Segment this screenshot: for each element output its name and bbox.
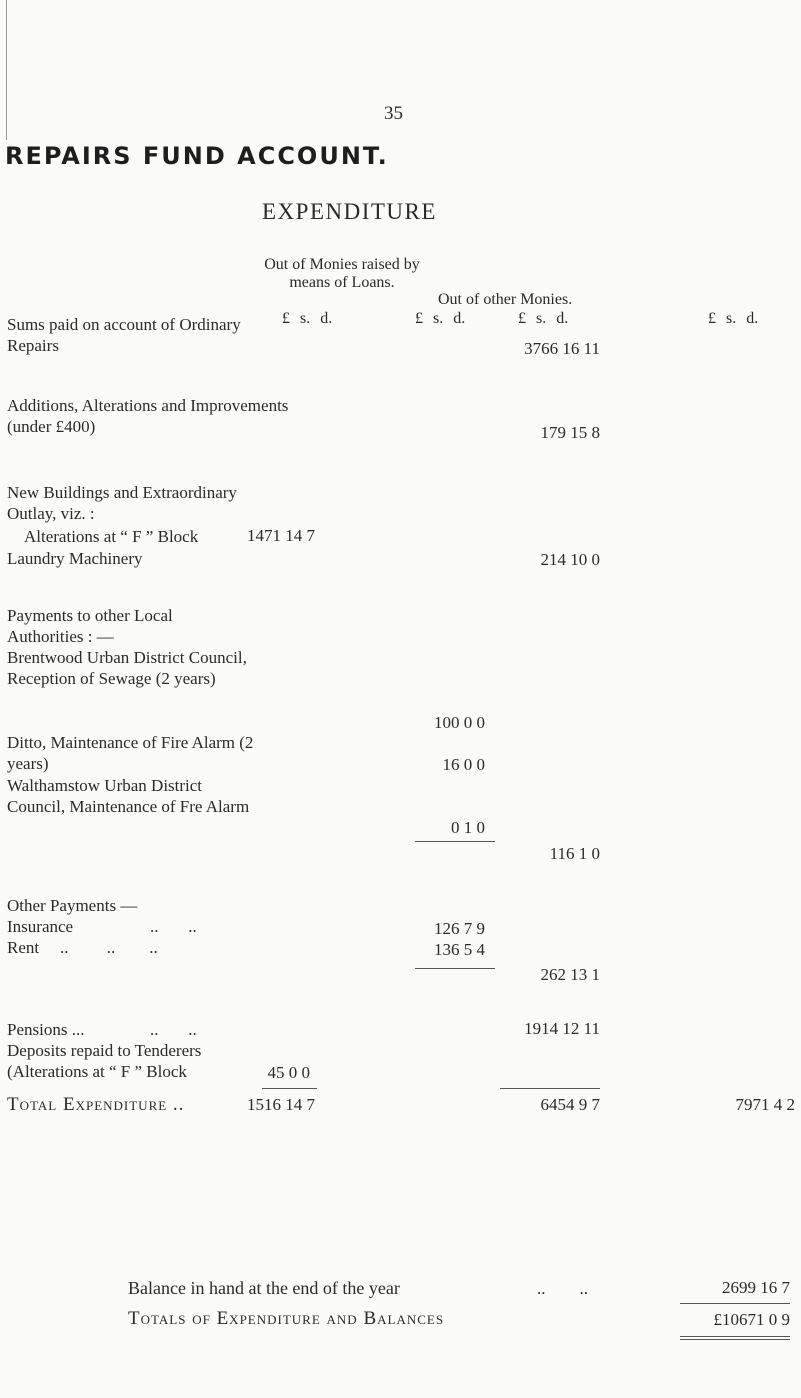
row-value-other-subtotal: 262 13 1 bbox=[540, 965, 600, 984]
grand-total-label: Totals of Expenditure and Balances bbox=[128, 1308, 445, 1329]
row-value-local-subtotal: 116 1 0 bbox=[549, 844, 600, 863]
row-label-brentwood: Brentwood Urban District Council, Reception of Sewage (2 years) bbox=[7, 648, 247, 688]
currency-other1: £ s. d. bbox=[415, 310, 466, 327]
subtotal-rule-local bbox=[415, 841, 495, 842]
row-label-walthamstow: Walthamstow Urban District Council, Maintenance of Fre Alarm bbox=[7, 776, 250, 816]
row-value-ditto-fire: 16 0 0 bbox=[442, 755, 485, 774]
balance-label: Balance in hand at the end of the year bbox=[128, 1278, 400, 1298]
grand-total-rule bbox=[680, 1303, 790, 1304]
row-value-additions: 179 15 8 bbox=[540, 423, 600, 442]
balance-value: 2699 16 7 bbox=[722, 1278, 790, 1297]
grand-total-value: £10671 0 9 bbox=[713, 1310, 790, 1329]
total-rule-other bbox=[500, 1088, 600, 1089]
row-label-laundry: Laundry Machinery bbox=[7, 549, 143, 568]
row-value-ordinary-repairs: 3766 16 11 bbox=[524, 339, 600, 358]
currency-other2: £ s. d. bbox=[518, 310, 569, 327]
row-value-total-loans: 1516 14 7 bbox=[247, 1095, 315, 1114]
currency-total: £ s. d. bbox=[708, 310, 759, 327]
row-value-insurance: 126 7 9 bbox=[434, 919, 485, 938]
section-subtitle: EXPENDITURE bbox=[262, 199, 437, 224]
row-label-f-block: Alterations at “ F ” Block bbox=[24, 527, 199, 546]
row-label-ordinary-repairs: Sums paid on account of Ordinary Repairs bbox=[7, 315, 241, 355]
row-value-rent: 136 5 4 bbox=[434, 940, 485, 959]
row-value-brentwood: 100 0 0 bbox=[434, 713, 485, 732]
subtotal-rule-other bbox=[415, 968, 495, 969]
row-value-total-other: 6454 9 7 bbox=[540, 1095, 600, 1114]
row-label-rent: Rent bbox=[7, 938, 40, 957]
row-label-ditto-fire: Ditto, Maintenance of Fire Alarm (2 years) bbox=[7, 733, 254, 773]
row-value-total-all: 7971 4 2 bbox=[735, 1095, 795, 1114]
grand-total-double-rule-2 bbox=[680, 1339, 790, 1340]
row-label-other-payments: Other Payments — bbox=[7, 896, 138, 915]
left-margin-mark bbox=[6, 0, 7, 140]
currency-loans: £ s. d. bbox=[282, 310, 333, 327]
row-label-additions: Additions, Alterations and Improvements (under £400) bbox=[7, 396, 289, 436]
row-label-new-buildings: New Buildings and Extraordinary Outlay, viz. : bbox=[7, 483, 237, 523]
total-rule-loans bbox=[262, 1088, 317, 1089]
row-label-insurance: Insurance bbox=[7, 917, 74, 936]
loans-column-header: Out of Monies raised by means of Loans. bbox=[264, 256, 420, 291]
row-label-total: Total Expenditure .. bbox=[7, 1094, 185, 1115]
row-label-deposits: Deposits repaid to Tenderers (Alterations at “ F ” Block bbox=[7, 1041, 202, 1081]
dots-rent: .. .. .. bbox=[60, 938, 158, 957]
row-value-f-block: 1471 14 7 bbox=[247, 526, 315, 545]
row-value-deposits: 45 0 0 bbox=[267, 1063, 310, 1082]
row-value-pensions: 1914 12 11 bbox=[524, 1019, 600, 1038]
grand-total-double-rule-1 bbox=[680, 1336, 790, 1337]
dots-pensions: .. .. bbox=[150, 1020, 197, 1039]
dots-insurance: .. .. bbox=[150, 917, 197, 936]
page-title: REPAIRS FUND ACCOUNT. bbox=[5, 142, 389, 170]
row-label-local-authorities: Payments to other Local Authorities : — bbox=[7, 606, 173, 646]
row-value-walthamstow: 0 1 0 bbox=[451, 818, 485, 837]
balance-dots: .. .. bbox=[537, 1279, 588, 1298]
row-label-pensions: Pensions ... bbox=[7, 1020, 85, 1039]
other-column-header: Out of other Monies. bbox=[438, 291, 573, 308]
page-number: 35 bbox=[384, 103, 403, 124]
row-value-laundry: 214 10 0 bbox=[540, 550, 600, 569]
